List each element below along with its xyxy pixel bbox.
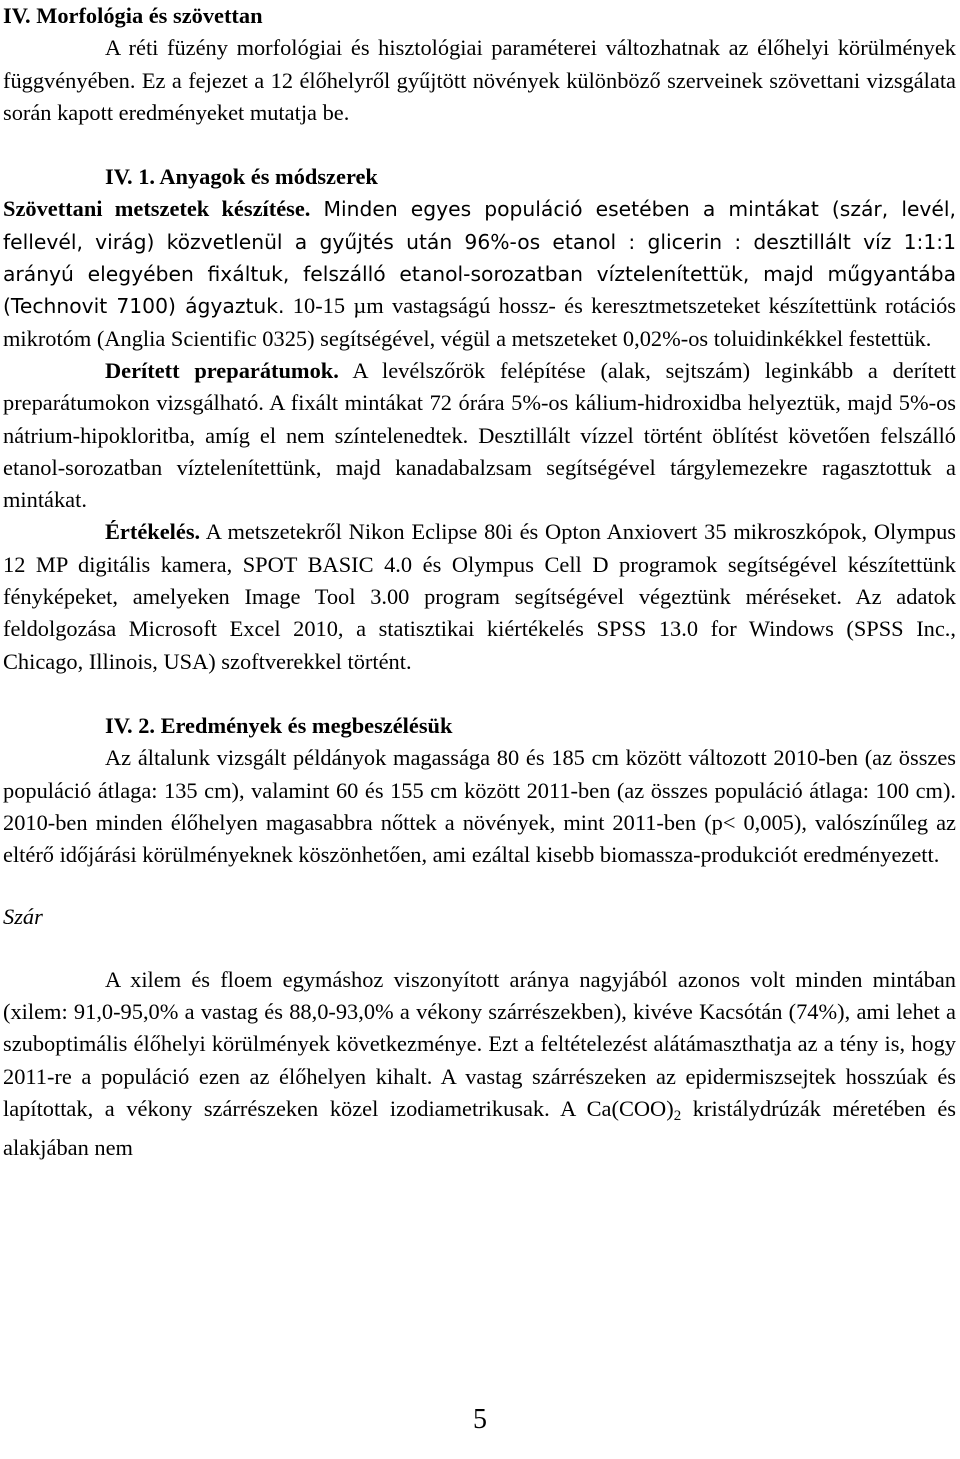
chapter-intro: A réti füzény morfológiai és hisztológiai paraméterei változhatnak az élőhelyi körülmények függvényében. Ez a fejezet a 12 élőhelyről gyűjtött növények különböző szerveinek szövettani vizsgálata során kapott eredményeket mutatja be. — [3, 35, 956, 125]
stem-text-b: kristálydrúzák méretében és alakjában nem — [3, 1095, 956, 1161]
stem-text-a: A xilem és floem egymáshoz viszonyított aránya nagyjából azonos volt minden mintában (xilem: 91,0-95,0% a vastag és 88,0-93,0% a vékony szárrészekben), kivéve Kacsótán (74%), ami lehet a szuboptimális élőhelyi körülmények következménye. Ezt a feltételezést alátámaszthatja az a tény is, hogy 2011-re a populáció ezen az élőhelyen kihalt. A vastag szárrészeken az epidermiszsejtek hosszúak és lapítottak, a vékony szárrészeken közel izodiametrikusak. A Ca(COO) — [3, 966, 956, 1121]
cleared-text: A levélszőrök felépítése (alak, sejtszám) leginkább a derített preparátumokon vizsgálható. A fixált mintákat 72 órára 5%-os kálium-hidroxidba helyeztük, majd 5%-os nátrium-hipokloritba, amíg el nem színtelenedtek. Desztillált vízzel történt öblítést követően felszálló etanol-sorozatban víztelenítettünk, majd kanadabalzsam segítségével tárgylemezekre ragasztottuk a mintákat. — [3, 357, 956, 513]
chapter-title: IV. Morfológia és szövettan — [3, 3, 263, 28]
paragraph-results: Az általunk vizsgált példányok magassága 80 és 185 cm között változott 2010-ben (az összes populáció átlaga: 135 cm), valamint 60 és 155 cm között 2011-ben (az összes populáció átlaga: 100 cm). 2010-ben minden élőhelyen magasabbra nőttek a növények, mint 2011-ben (p< 0,005), valószínűleg az eltérő időjárási körülményeknek köszönhetően, ami ezáltal kisebb biomassza-produkciót eredményezett. — [3, 745, 956, 868]
paragraph-evaluation — [3, 516, 956, 677]
spacer — [3, 871, 956, 901]
subheading-evaluation: Értékelés. — [105, 519, 201, 545]
sectioning-text-b: 10-15 µm vastagságú hossz- és keresztmetszeteket készítettünk rotációs mikrotóm (Anglia Scientific 0325) segítségével, végül a metszeteket 0,02%-os toluidinkékkel festettük. — [3, 293, 956, 351]
paragraph-stem — [3, 964, 956, 1165]
section-title-methods: IV. 1. Anyagok és módszerek — [105, 164, 378, 190]
subsection-title-stem: Szár — [3, 904, 43, 930]
paragraph-cleared — [3, 355, 956, 516]
stem-subscript: 2 — [673, 1107, 682, 1124]
subheading-cleared: Derített preparátumok. — [105, 357, 339, 383]
section-title-results: IV. 2. Eredmények és megbeszélésük — [105, 712, 453, 738]
spacer — [3, 129, 956, 161]
subheading-sectioning: Szövettani metszetek készítése. — [3, 196, 311, 222]
paragraph-sectioning — [3, 193, 956, 354]
sectioning-text-a: Minden egyes populáció esetében a mintákat (szár, levél, fellevél, virág) közvetlenül a gyűjtés után 96%-os etanol : glicerin : desztillált víz 1:1:1 arányú elegyében fixáltuk, felszálló etanol-sorozatban víztelenítettük, majd műgyantába (Technovit 7100) ágyaztuk. — [3, 197, 956, 319]
spacer — [3, 678, 956, 710]
page-number: 5 — [473, 1404, 487, 1435]
evaluation-text: A metszetekről Nikon Eclipse 80i és Opton Anxiovert 35 mikroszkópok, Olympus 12 MP digitális kamera, SPOT BASIC 4.0 és Olympus Cell D programok segítségével készítettünk fényképeket, amelyeken Image Tool 3.00 program segítségével végeztünk méréseket. Az adatok feldolgozása Microsoft Excel 2010, a statisztikai kiértékelés SPSS 13.0 for Windows (SPSS Inc., Chicago, Illinois, USA) szoftverekkel történt. — [3, 519, 956, 674]
spacer — [3, 934, 956, 964]
